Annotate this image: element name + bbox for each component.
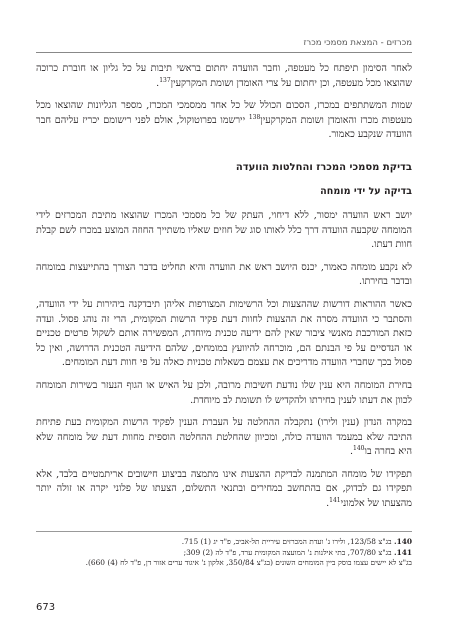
- paragraph-4: לא נקבע מומחה כאמור, יכנס היושב ראש את הוועדה והיא תחליט בדבר הצורך בהתייעצות במומחה ובדבר בחירתו.: [36, 261, 412, 288]
- footnote-ref-141[interactable]: 141: [329, 496, 341, 504]
- footnote-141-continued: בג"צ לא יישים עצמו בוסק ביין המומחים השונים (בג"צ 350/84, אלקון נ' איגוד ערים אזור דן, פ"ד לח (4) 660).: [85, 558, 412, 568]
- footnotes: [36, 531, 412, 569]
- footnote-141: 141. בג"צ 707/80, בתי אילנות נ' המועצה המקומית ערד, פ"ד לה (2) 309;: [183, 547, 412, 557]
- paragraph-6: בחירת המומחה היא ענין שלו נודעת חשיבות מרובה, ולכן על האיש או הגוף הנעזר בשירות המומחה לכוון את דעתו לענין בחירתו ולהקדיש לו תשומת לב מיוחדת.: [36, 379, 412, 406]
- footnote-ref-140[interactable]: 140: [353, 445, 365, 453]
- paragraph-5: כאשר ההוראות דורשות שההצעות וכל הרשימות המצורפות אליהן תיבדקנה ביהירות על ידי הוועדה, והסתבר כי הוועדה מסרה את ההצעות לחוות דעת פקיד הרשות המקומית, הרי זה נוהג פסול. ועדה כזאת המורכבת מאנשי ציבור שאין להם ידיעה טכנית מיוחדת, המפשירה אותם לשקול פרטים טכניים או הנדסיים על פי הבנתם הם, מוכרחה להיוועץ במומחים, שלהם הידיעה הטכנית הדרושה, ואין כל פסול בכך שחברי הוועדה מדריכים את עצמם בשאלות טכניות כאלה על פי חוות דעת המומחים.: [36, 298, 412, 369]
- section-heading: בדיקת מסמכי המכרז והחלטות הוועדה: [235, 161, 412, 173]
- footnote-140: 140. בג"צ 123/58, ולירו נ' ועדת המכרזים עיריית תל-אביב, פ"ד יג (1) 715.: [181, 537, 412, 546]
- paragraph-1: לאחר הסימון תיפתח כל מעטפה, וחבר הוועדה יחתום בראשי תיבות על כל גליון או חוברת כרוכה שהוצאו מכל מעטפה, וכן יחתום על צרי האומדן ושומת המקרקעין$^{137}$.: [36, 63, 412, 89]
- footnote-ref-138[interactable]: 138: [248, 113, 261, 121]
- header-rule: [36, 52, 412, 53]
- page-number: 673: [36, 602, 56, 613]
- paragraph-2: שמות המשתתפים במכרז, הסכום הכולל של כל אחד ממסמכי המכרז, מספר הגליונות שהוצאו מכל מעטפות מכרז והאומדן ושומת המקרקעין$^{138}$ יירשמו בפרוטוקול, אולם לפני רישומם יכריז עליהם חבר הוועדה שנקבע כאמור.: [36, 100, 413, 141]
- paragraph-3: יושב ראש הוועדה ימסור, ללא דיחוי, העתק של כל מסמכי המכרז שהוצאו מתיבת המכרזים לידי המומחה שקבעה הוועדה דרך כלל לאותו סוג של חוזים שאליו משתייך החוזה המוצע במכרז לשם קבלת חוות דעתו.: [36, 209, 412, 251]
- paragraph-7: במקרה הנדון (ענין ולירו) נתקבלה ההחלטה על העברת הענין לפקיד הרשות המקומית בעת פתיחת התיבה שלא במעמד הוועדה כולה, ומכיוון שהחלטת ההחלטה הוספית מחוות דעת של מומחה שלא היא בחרה בו$^{140}$.: [36, 417, 412, 458]
- footnote-ref-137[interactable]: 137: [159, 76, 171, 84]
- running-header: [36, 38, 412, 50]
- main-content: [36, 62, 412, 520]
- paragraph-8: תפקידו של מומחה המתמנה לבדיקת ההצעות אינו מתמצה בביצוע חישובים אריתמטיים בלבד, אלא תפקידו גם לבדוק, אם בהתחשב במחירים ובתנאי התשלום, הצעתו של פלוני יקרה או זולה יותר מהצעתו של אלמוני$^{141}$.: [36, 468, 412, 510]
- running-title: מכרזים - המצאת מסמכי מכרז: [303, 38, 412, 48]
- subsection-heading: בדיקה על ידי מומחה: [320, 185, 412, 197]
